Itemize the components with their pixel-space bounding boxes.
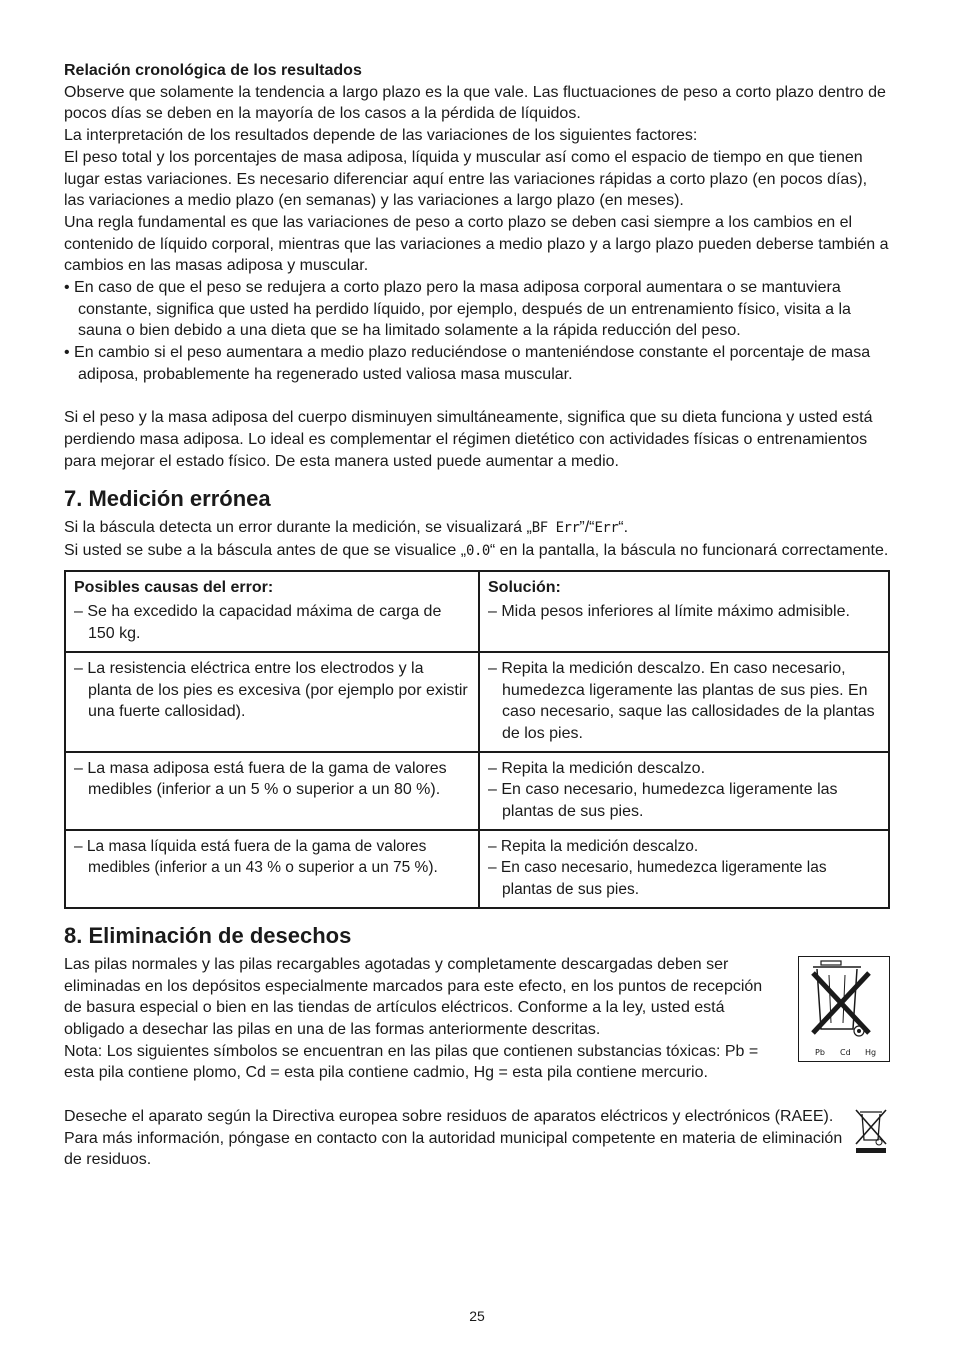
cause-cell: – Se ha excedido la capacidad máxima de carga de 150 kg. <box>74 603 442 643</box>
error-line-2-pre: Si usted se sube a la báscula antes de que se visualice „ <box>64 542 467 560</box>
solution-cell: – Repita la medición descalzo. <box>488 759 706 777</box>
error-line-1-post: “. <box>618 519 629 537</box>
solution-cell: – En caso necesario, humedezca ligeramente las plantas de sus pies. <box>488 859 827 899</box>
results-paragraph-3: El peso total y los porcentajes de masa adiposa, líquida y muscular así como el espacio de tiempo en que tienen lugar estas variaciones. Es necesario diferenciar aquí entre las variaciones rápidas a corto plazo (en pocos días), las variaciones a medio plazo (en semanas) y las variaciones a largo plazo (en meses). <box>64 148 868 210</box>
table-row <box>65 752 889 830</box>
table-row <box>65 652 889 752</box>
table-row <box>65 830 889 908</box>
results-paragraph-4: Una regla fundamental es que las variaciones de peso a corto plazo se deben casi siempre a los cambios en el contenido de líquido corporal, mientras que las variaciones a medio plazo y a largo plazo pueden deberse también a cambios en las masas adiposa y muscular. <box>64 213 889 275</box>
error-table <box>64 570 890 909</box>
lcd-bf-err: BF Err <box>531 520 580 537</box>
error-line-1 <box>64 517 890 540</box>
page-content <box>64 60 890 1171</box>
solution-cell: – Mida pesos inferiores al límite máximo admisible. <box>488 603 850 621</box>
results-bullet-2: • En cambio si el peso aumentara a medio plazo reduciéndose o manteniéndose constante el porcentaje de masa adiposa, probablemente ha regenerado usted valiosa masa muscular. <box>64 344 871 383</box>
error-line-2-post: “ en la pantalla, la báscula no funcionará correctamente. <box>489 542 889 560</box>
table-row <box>65 571 889 652</box>
lcd-err: Err <box>594 520 619 537</box>
pb-symbol: Pb <box>815 1047 825 1057</box>
disposal-paragraph-2: Nota: Los siguientes símbolos se encuentran en las pilas que contienen substancias tóxicas: Pb = esta pila contiene plomo, Cd = esta pila contiene cadmio, Hg = esta pila contiene mercurio. <box>64 1042 759 1082</box>
hg-symbol: Hg <box>865 1047 877 1057</box>
header-solution: Solución: <box>488 578 561 596</box>
disposal-paragraph-1: Las pilas normales y las pilas recargables agotadas y completamente descargadas deben ser eliminadas en los depósitos especialmente marcados para este efecto, en los puntos de recepción de basura especial o bien en las tiendas de artículos eléctricos. Conforme a la ley, usted está obligado a desechar las pilas en una de las formas anteriormente descritas. <box>64 955 763 1038</box>
disposal-paragraph-3: Deseche el aparato según la Directiva europea sobre residuos de aparatos eléctricos y electrónicos (RAEE). <box>64 1107 834 1125</box>
weee-bin-icon <box>852 1106 890 1156</box>
disposal-heading: 8. Eliminación de desechos <box>64 922 352 948</box>
solution-cell: – Repita la medición descalzo. <box>488 837 699 855</box>
cause-cell: – La masa adiposa está fuera de la gama de valores medibles (inferior a un 5 % o superior a un 80 %). <box>74 759 447 799</box>
disposal-paragraph-4: Para más información, póngase en contacto con la autoridad municipal competente en materia de eliminación de residuos. <box>64 1129 843 1169</box>
error-line-1-pre: Si la báscula detecta un error durante la medición, se visualizará „ <box>64 519 532 537</box>
results-paragraph-1: Observe que solamente la tendencia a largo plazo es la que vale. Las fluctuaciones de peso a corto plazo dentro de pocos días se deben en la mayoría de los casos a la pérdida de líquidos. <box>64 83 886 123</box>
header-cause: Posibles causas del error: <box>74 578 274 596</box>
solution-cell: – En caso necesario, humedezca ligeramente las plantas de sus pies. <box>488 781 838 821</box>
crossed-bin-battery-icon <box>798 956 890 1062</box>
results-bullet-1: • En caso de que el peso se redujera a corto plazo pero la masa adiposa corporal aumentara o se mantuviera constante, significa que usted ha perdido líquido, por ejemplo, después de un entrenamiento físico, visita a la sauna o bien debido a una dieta que se ha limitado solamente a la rápida reducción del peso. <box>64 279 851 340</box>
error-heading: 7. Medición errónea <box>64 486 271 512</box>
results-subheading: Relación cronológica de los resultados <box>64 62 362 79</box>
error-line-1-mid: ”/“ <box>579 519 595 537</box>
error-line-2 <box>64 540 890 563</box>
cd-symbol: Cd <box>840 1047 851 1057</box>
solution-cell: – Repita la medición descalzo. En caso necesario, humedezca ligeramente las plantas de sus pies. En caso necesario, saque las callosidades de la plantas de los pies. <box>488 659 875 742</box>
results-paragraph-2: La interpretación de los resultados depende de las variaciones de los siguientes factores: <box>64 127 698 145</box>
disposal-device <box>64 1106 890 1171</box>
cause-cell: – La resistencia eléctrica entre los electrodos y la planta de los pies es excesiva (por ejemplo por existir una fuerte callosidad). <box>74 659 468 721</box>
page-number: 25 <box>469 1308 485 1324</box>
cause-cell: – La masa líquida está fuera de la gama de valores medibles (inferior a un 43 % o superior a un 75 %). <box>74 837 438 877</box>
lcd-zero: 0.0 <box>466 543 490 560</box>
results-paragraph-5: Si el peso y la masa adiposa del cuerpo disminuyen simultáneamente, significa que su dieta funciona y usted está perdiendo masa adiposa. Lo ideal es complementar el régimen dietético con actividades físicas o entrenamientos para mejorar el estado físico. De esta manera usted puede aumentar a medio. <box>64 409 873 470</box>
disposal-batteries <box>64 954 890 1084</box>
